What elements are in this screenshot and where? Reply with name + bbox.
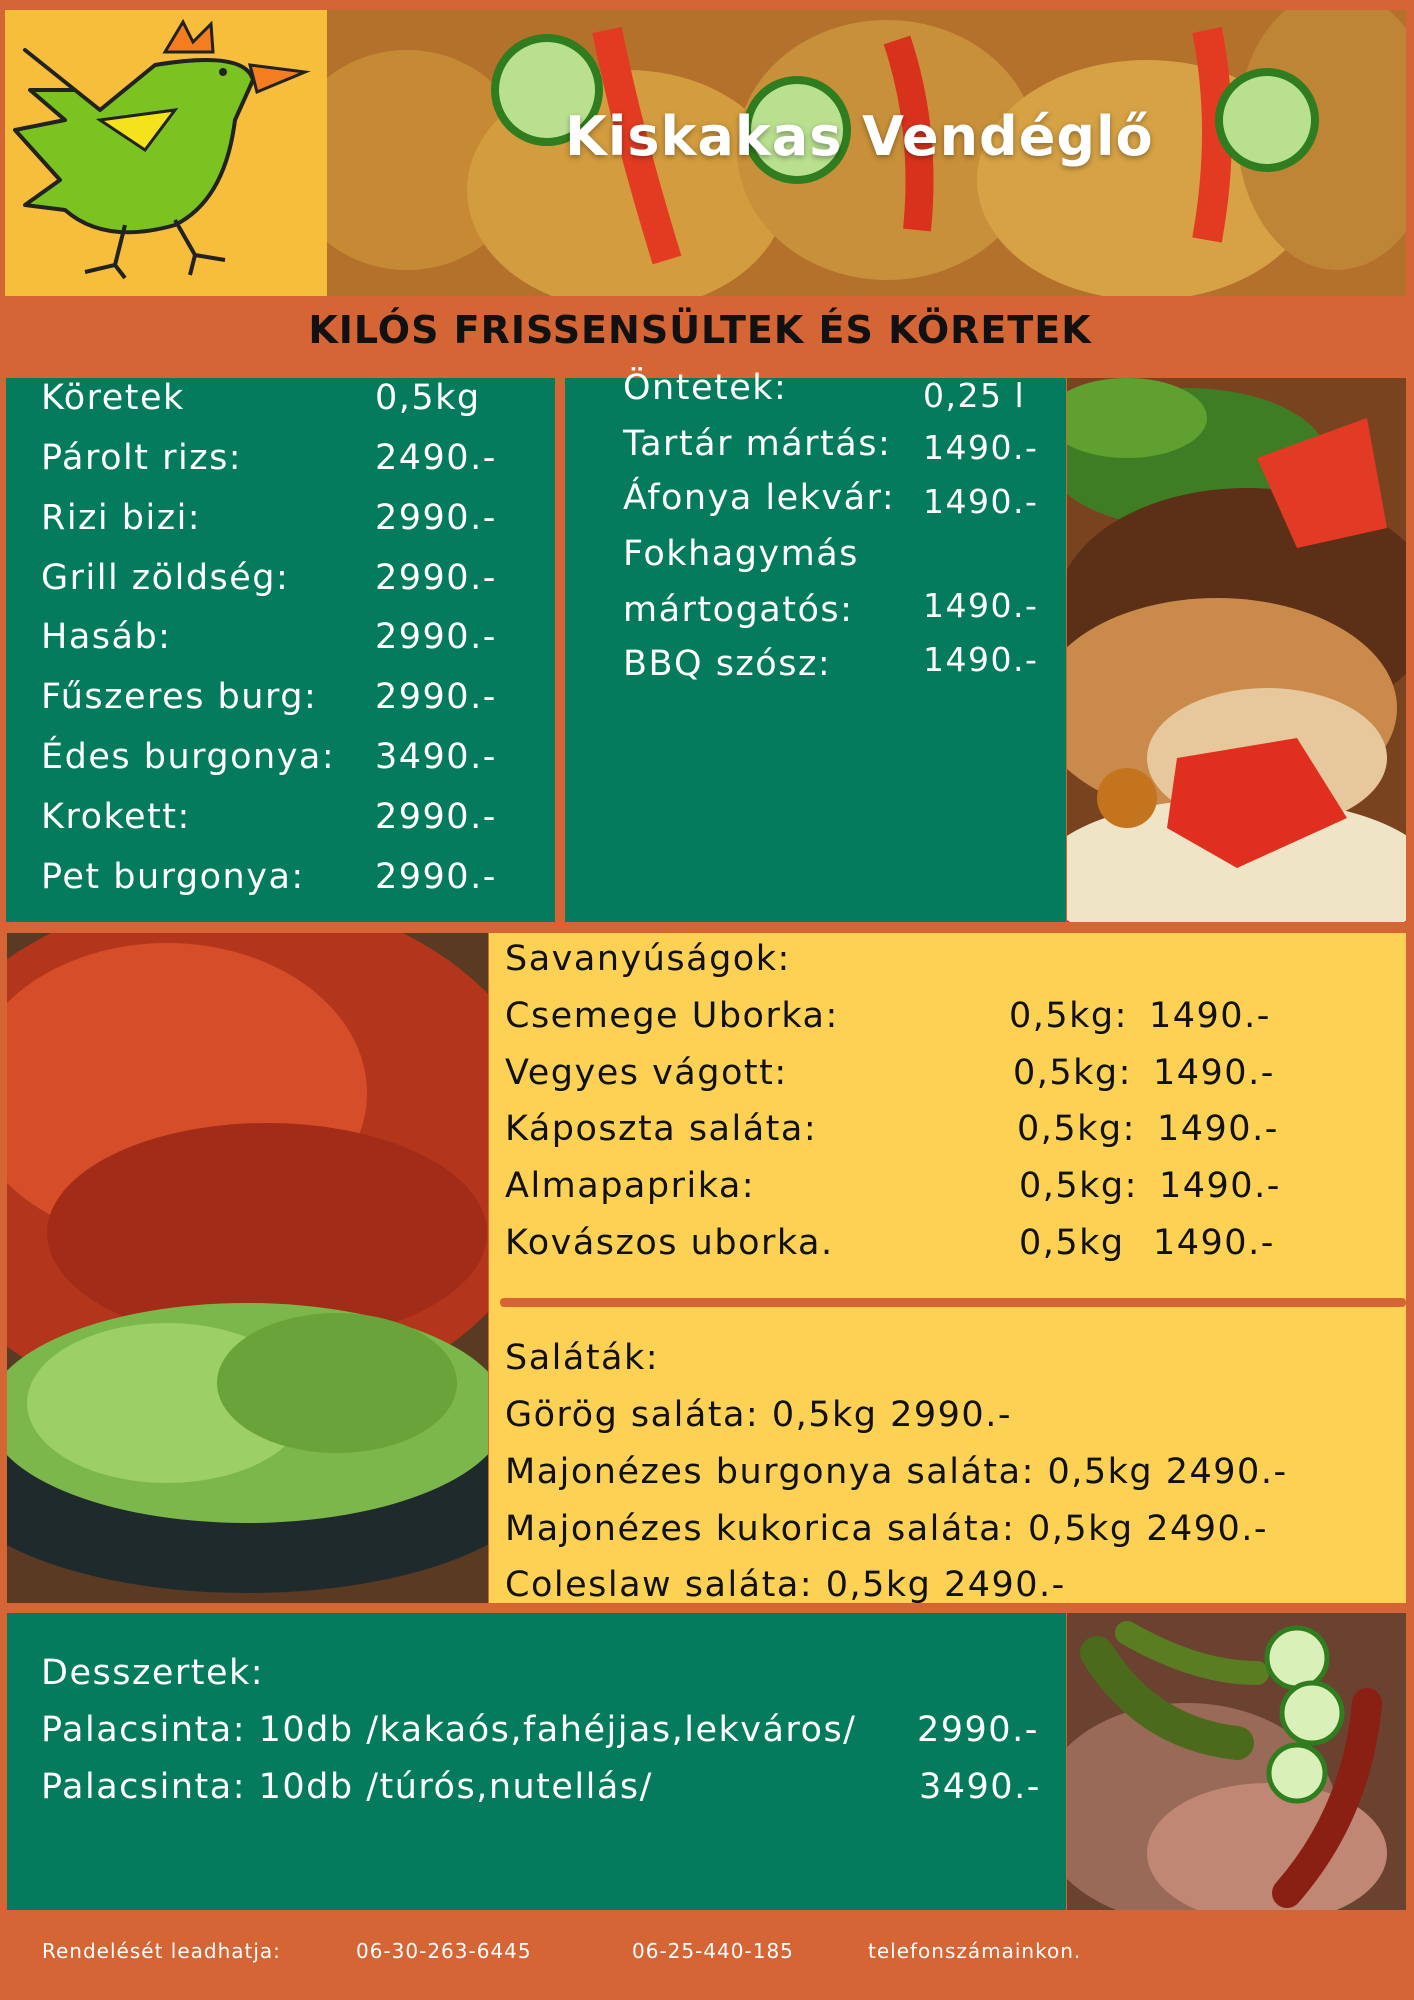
schnitzel-photo [1067, 378, 1406, 922]
koretek-item-price: 2990.- [375, 498, 497, 538]
salatak-title: Saláták: [505, 1338, 660, 1378]
koretek-item-price: 2990.- [375, 677, 497, 717]
ontetek-item-price: 1490.- [923, 482, 1039, 521]
koretek-item-price: 2990.- [375, 857, 497, 897]
savanyusagok-item-qty: 0,5kg: [1009, 996, 1128, 1036]
ontetek-item-name: BBQ szósz: [623, 644, 832, 684]
savanyusagok-salatak-panel [489, 933, 1406, 1603]
koretek-item-name: Rizi bizi: [41, 498, 202, 538]
koretek-item-name: Édes burgonya: [41, 737, 336, 777]
savanyusagok-item-name: Káposzta saláta: [505, 1109, 818, 1149]
savanyusagok-item-name: Almapaprika: [505, 1166, 756, 1206]
ontetek-title: Öntetek: [623, 368, 788, 408]
koretek-item-price: 2990.- [375, 617, 497, 657]
savanyusagok-item-price: 1490.- [1153, 1053, 1275, 1093]
footer-suffix: telefonszámainkon. [868, 1939, 1082, 1963]
desszertek-title: Desszertek: [41, 1653, 265, 1693]
desszertek-item-name: Palacsinta: 10db /kakaós,fahéjjas,lekváros/ [41, 1710, 857, 1750]
koretek-item-name: Hasáb: [41, 617, 172, 657]
koretek-item-name: Fűszeres burg: [41, 677, 318, 717]
salatak-item: Görög saláta: 0,5kg 2990.- [505, 1395, 1012, 1435]
savanyusagok-item-name: Vegyes vágott: [505, 1053, 788, 1093]
page-title: KILÓS FRISSENSÜLTEK ÉS KÖRETEK [308, 308, 1092, 352]
ontetek-item-name: Áfonya lekvár: [623, 478, 896, 518]
ontetek-item-name-line2: mártogatós: [623, 590, 854, 630]
savanyusagok-item-price: 1490.- [1149, 996, 1271, 1036]
savanyusagok-title: Savanyúságok: [505, 939, 791, 979]
savanyusagok-item-qty: 0,5kg [1019, 1223, 1125, 1263]
ontetek-panel [565, 368, 1066, 922]
koretek-unit: 0,5kg [375, 378, 481, 418]
savanyusagok-item-qty: 0,5kg: [1019, 1166, 1138, 1206]
koretek-item-price: 2990.- [375, 558, 497, 598]
ontetek-item-price: 1490.- [923, 640, 1039, 679]
restaurant-name: Kiskakas Vendéglő [565, 105, 1154, 168]
koretek-item-price: 2490.- [375, 438, 497, 478]
koretek-item-name: Párolt rizs: [41, 438, 243, 478]
ontetek-item-price: 1490.- [923, 586, 1039, 625]
koretek-panel [6, 378, 555, 922]
savanyusagok-item-price: 1490.- [1153, 1223, 1275, 1263]
footer-phone-2[interactable]: 06-25-440-185 [632, 1939, 794, 1963]
savanyusagok-item-qty: 0,5kg: [1017, 1109, 1136, 1149]
desszertek-item-name: Palacsinta: 10db /túrós,nutellás/ [41, 1767, 653, 1807]
ontetek-item-name: Tartár mártás: [623, 424, 892, 464]
savanyusagok-item-name: Kovászos uborka. [505, 1223, 834, 1263]
salatak-item: Majonézes kukorica saláta: 0,5kg 2490.- [505, 1509, 1269, 1549]
savanyusagok-item-price: 1490.- [1159, 1166, 1281, 1206]
ontetek-unit: 0,25 l [923, 376, 1026, 415]
section-divider [500, 1298, 1406, 1307]
salatak-item: Coleslaw saláta: 0,5kg 2490.- [505, 1565, 1066, 1605]
roast-chicken-photo [7, 933, 488, 1603]
rooster-logo-icon [5, 10, 327, 296]
koretek-title: Köretek [41, 378, 185, 418]
salatak-item: Majonézes burgonya saláta: 0,5kg 2490.- [505, 1452, 1288, 1492]
koretek-item-name: Krokett: [41, 797, 191, 837]
savanyusagok-item-qty: 0,5kg: [1013, 1053, 1132, 1093]
koretek-item-name: Grill zöldség: [41, 558, 290, 598]
koretek-item-price: 2990.- [375, 797, 497, 837]
footer-prefix: Rendelését leadhatja: [42, 1939, 281, 1963]
savanyusagok-item-name: Csemege Uborka: [505, 996, 839, 1036]
desszertek-item-price: 2990.- [917, 1710, 1039, 1750]
desszertek-item-price: 3490.- [919, 1767, 1041, 1807]
ontetek-item-name: Fokhagymás [623, 534, 859, 574]
smoked-meat-photo [1067, 1613, 1406, 1910]
koretek-item-name: Pet burgonya: [41, 857, 305, 897]
ontetek-item-price: 1490.- [923, 428, 1039, 467]
logo [5, 10, 327, 296]
desszertek-panel [7, 1613, 1066, 1910]
koretek-item-price: 3490.- [375, 737, 497, 777]
savanyusagok-item-price: 1490.- [1157, 1109, 1279, 1149]
footer-phone-1[interactable]: 06-30-263-6445 [356, 1939, 532, 1963]
